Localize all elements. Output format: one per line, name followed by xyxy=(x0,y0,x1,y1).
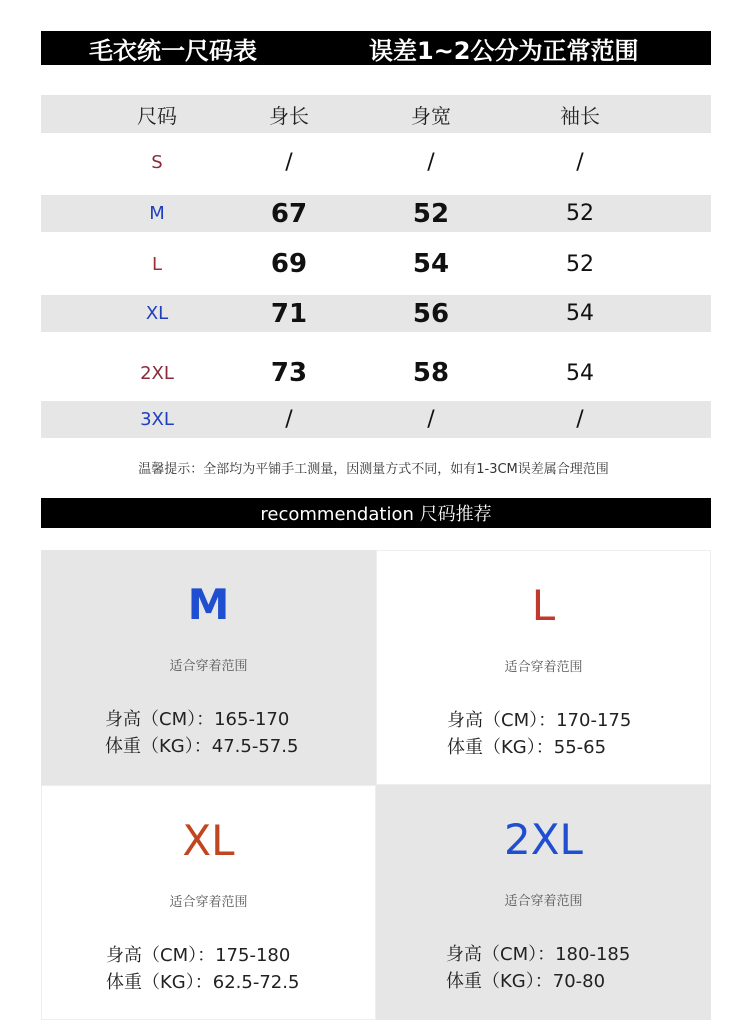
size-cell: L xyxy=(151,253,163,275)
card-subtitle: 适合穿着范围 xyxy=(504,660,583,675)
size-cell: S xyxy=(151,151,163,173)
sleeve-cell: 52 xyxy=(566,201,594,226)
recommendation-card-2xl xyxy=(376,785,711,1020)
width-cell: 56 xyxy=(412,298,450,329)
recommendation-grid xyxy=(41,550,711,1020)
recommendation-card-l xyxy=(376,550,711,785)
recommendation-card-xl xyxy=(41,785,376,1020)
width-cell: / xyxy=(427,407,435,432)
card-subtitle: 适合穿着范围 xyxy=(504,894,583,909)
table-header-row xyxy=(41,95,711,133)
size-cell: XL xyxy=(145,303,169,324)
length-cell: / xyxy=(285,407,293,432)
sleeve-cell: 54 xyxy=(566,360,594,386)
card-height-range: 身高（CM）：170-175 xyxy=(447,710,632,731)
card-weight-range: 体重（KG）：55-65 xyxy=(447,737,607,758)
length-cell: 69 xyxy=(270,249,308,279)
card-size-label: L xyxy=(531,581,556,630)
table-row xyxy=(41,245,711,283)
card-size-label: XL xyxy=(182,816,235,865)
title-right: 误差1~2公分为正常范围 xyxy=(369,36,639,65)
card-weight-range: 体重（KG）：62.5-72.5 xyxy=(106,972,300,993)
length-cell: 67 xyxy=(270,198,308,229)
card-size-label: 2XL xyxy=(504,815,583,864)
card-size-label: M xyxy=(187,580,230,629)
sleeve-cell: / xyxy=(576,149,584,175)
size-cell: 3XL xyxy=(140,409,174,430)
length-cell: 71 xyxy=(270,298,308,329)
width-cell: 52 xyxy=(412,198,450,229)
title-banner xyxy=(41,31,711,65)
length-cell: 73 xyxy=(270,358,308,388)
column-header-size: 尺码 xyxy=(137,103,177,128)
recommendation-title: recommendation 尺码推荐 xyxy=(260,504,492,525)
table-row xyxy=(41,143,711,181)
table-row xyxy=(41,401,711,438)
card-weight-range: 体重（KG）：70-80 xyxy=(446,971,606,992)
card-height-range: 身高（CM）：180-185 xyxy=(446,944,631,965)
width-cell: 58 xyxy=(412,358,450,388)
card-subtitle: 适合穿着范围 xyxy=(169,895,248,910)
card-height-range: 身高（CM）：165-170 xyxy=(105,709,290,730)
title-left: 毛衣统一尺码表 xyxy=(89,36,257,65)
sleeve-cell: / xyxy=(576,407,584,432)
column-header-length: 身长 xyxy=(269,103,309,128)
recommendation-banner xyxy=(41,498,711,528)
sleeve-cell: 52 xyxy=(566,251,594,277)
column-header-sleeve: 袖长 xyxy=(560,103,600,128)
width-cell: / xyxy=(427,149,435,175)
table-row xyxy=(41,295,711,332)
column-header-width: 身宽 xyxy=(411,103,451,128)
card-subtitle: 适合穿着范围 xyxy=(169,659,248,674)
table-row xyxy=(41,354,711,392)
card-height-range: 身高（CM）：175-180 xyxy=(106,945,291,966)
table-row xyxy=(41,195,711,232)
card-weight-range: 体重（KG）：47.5-57.5 xyxy=(105,736,299,757)
recommendation-card-m xyxy=(41,550,376,785)
size-cell: M xyxy=(149,203,165,224)
length-cell: / xyxy=(285,149,293,175)
width-cell: 54 xyxy=(412,249,450,279)
size-cell: 2XL xyxy=(140,362,174,384)
measurement-notice: 温馨提示：全部均为平铺手工测量，因测量方式不同，如有1-3CM误差属合理范围 xyxy=(138,462,609,477)
sleeve-cell: 54 xyxy=(566,301,594,326)
